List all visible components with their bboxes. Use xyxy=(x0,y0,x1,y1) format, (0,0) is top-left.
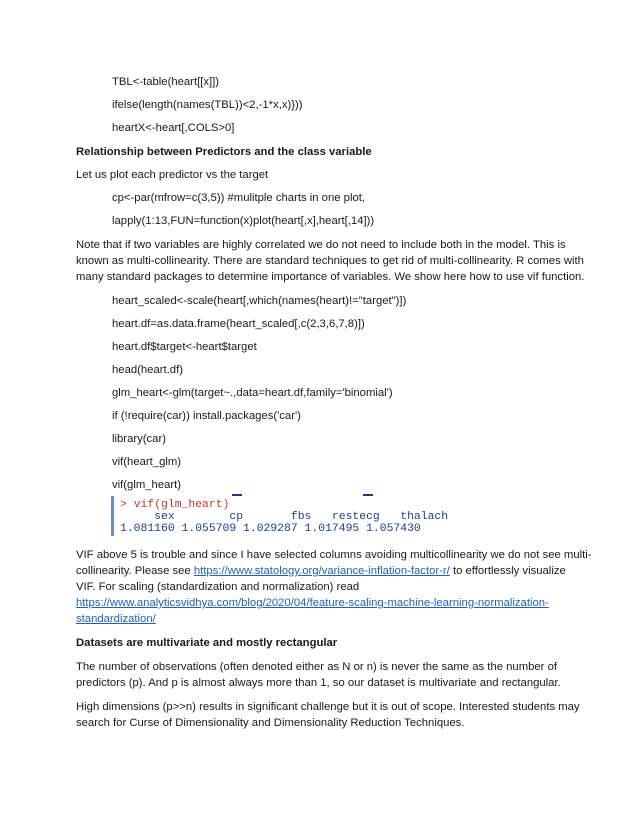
paragraph-line: VIF. For scaling (standardization and normalization) read xyxy=(76,581,360,593)
paragraph-line xyxy=(76,564,566,578)
console-command-line xyxy=(120,499,229,512)
paragraph-line: The number of observations (often denoted either as N or n) is never the same as the number of xyxy=(76,661,558,673)
paragraph-line: search for Curse of Dimensionality and Dimensionality Reduction Techniques. xyxy=(76,717,465,729)
code-line: vif(glm_heart) xyxy=(112,479,182,491)
console-header-row: sex cp fbs restecg thalach xyxy=(120,511,449,523)
paragraph-line: predictors (p). And p is almost always more than 1, so our dataset is multivariate and rectangular. xyxy=(76,677,561,689)
analyticsvidhya-link-continued[interactable]: standardization/ xyxy=(76,613,156,625)
code-line: head(heart.df) xyxy=(112,364,183,376)
code-line: lapply(1:13,FUN=function(x)plot(heart[,x],heart[,14])) xyxy=(112,215,375,227)
code-line: TBL<-table(heart[[x]]) xyxy=(112,76,220,88)
code-line: cp<-par(mfrow=c(3,5)) #mulitple charts in one plot, xyxy=(112,192,366,204)
console-values-row: 1.081160 1.055709 1.029287 1.017495 1.057430 xyxy=(120,523,421,535)
code-line: heart.df=as.data.frame(heart_scaled[,c(2,3,6,7,8)]) xyxy=(112,318,365,330)
analyticsvidhya-link[interactable]: https://www.analyticsvidhya.com/blog/2020/04/feature-scaling-machine-learning-normalization- xyxy=(76,597,549,609)
paragraph-line: High dimensions (p>>n) results in significant challenge but it is out of scope. Interested students may xyxy=(76,701,580,713)
paragraph-line: VIF above 5 is trouble and since I have selected columns avoiding multicollinearity we do not see multi- xyxy=(76,549,592,561)
paragraph-line xyxy=(76,612,156,626)
code-line: heart.df$target<-heart$target xyxy=(112,341,257,353)
paragraph-line: Note that if two variables are highly correlated we do not need to include both in the model. This is xyxy=(76,239,566,251)
paragraph-line: known as multi-collinearity. There are standard techniques to get rid of multi-collinearity. R comes with xyxy=(76,255,584,267)
statology-link[interactable]: https://www.statology.org/variance-inflation-factor-r/ xyxy=(193,565,450,577)
code-line: heartX<-heart[,COLS>0] xyxy=(112,122,235,134)
code-line: library(car) xyxy=(112,433,166,445)
paragraph-text: to effortlessly visualize xyxy=(449,565,566,577)
code-line: heart_scaled<-scale(heart[,which(names(heart)!="target")]) xyxy=(112,295,407,307)
r-console-output xyxy=(111,496,449,536)
paragraph-line xyxy=(76,596,549,610)
code-line: glm_heart<-glm(target~.,data=heart.df,family='binomial') xyxy=(112,387,393,399)
paragraph-line: many standard packages to determine importance of variables. We show here how to use vif function. xyxy=(76,271,585,283)
section-heading: Datasets are multivariate and mostly rectangular xyxy=(76,637,338,649)
paragraph-text: collinearity. Please see xyxy=(76,565,194,577)
console-command: vif(glm_heart) xyxy=(133,499,230,511)
code-line: vif(heart_glm) xyxy=(112,456,182,468)
console-prompt: > xyxy=(120,499,127,511)
code-line: if (!require(car)) install.packages('car') xyxy=(112,410,301,422)
section-heading: Relationship between Predictors and the class variable xyxy=(76,146,372,158)
paragraph-line: Let us plot each predictor vs the target xyxy=(76,169,269,181)
code-line: ifelse(length(names(TBL))<2,-1*x,x)})) xyxy=(112,99,303,111)
